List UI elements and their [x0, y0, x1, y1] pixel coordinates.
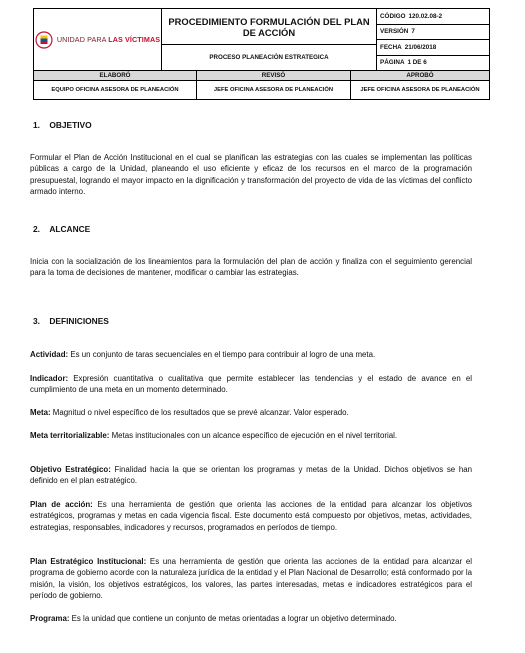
page-label: PÁGINA — [380, 59, 405, 67]
definition-term: Actividad: — [30, 350, 69, 359]
code-row — [377, 9, 489, 25]
section-title: OBJETIVO — [49, 120, 92, 130]
version-value: 7 — [411, 28, 415, 36]
code-value: 120.02.08-2 — [408, 12, 443, 20]
definition-term: Objetivo Estratégico: — [30, 465, 111, 474]
elaboro-label: ELABORÓ — [34, 71, 196, 81]
definition-text: Magnitud o nivel específico de los resultados que se prevé alcanzar. Valor esperado. — [50, 408, 349, 417]
section-title: DEFINICIONES — [49, 316, 109, 326]
version-row — [377, 25, 489, 41]
section-number: 3. — [33, 316, 40, 326]
reviso-value: JEFE OFICINA ASESORA DE PLANEACIÓN — [213, 86, 334, 93]
definition-text: Es la unidad que contiene un conjunto de metas orientadas a lograr un objetivo determinado. — [69, 614, 397, 623]
logo-text — [57, 35, 160, 44]
definition-meta — [30, 407, 472, 418]
aprobo-column — [351, 71, 489, 99]
date-row — [377, 40, 489, 56]
document-title: PROCEDIMIENTO FORMULACIÓN DEL PLAN DE ACCIÓN — [162, 9, 376, 45]
section-heading-objetivo — [33, 120, 92, 130]
definition-actividad — [30, 349, 472, 360]
definition-term: Meta: — [30, 408, 51, 417]
definition-meta-territorializable — [30, 430, 472, 441]
unidad-victimas-logo — [35, 31, 160, 49]
definition-term: Plan de acción: — [30, 500, 93, 509]
definition-plan-de-accion — [30, 499, 472, 533]
logo-prefix: UNIDAD PARA — [56, 35, 109, 44]
alcance-paragraph: Inicia con la socialización de los lineamientos para la formulación del plan de acción y finaliza con el seguimiento gerencial para la toma de decisiones de mantener, modificar o cambiar las estrategias. — [30, 257, 472, 278]
elaboro-value: EQUIPO OFICINA ASESORA DE PLANEACIÓN — [51, 86, 179, 93]
section-number: 2. — [33, 224, 40, 234]
definition-text: Es una herramienta de gestión que orienta las acciones de la entidad para alcanzar los objetivos estratégicos, programas y metas en cada vigencia fiscal. Este documento está compuesto por objetivos, metas, actividades, estrategias, responsables, indicadores y recursos, programados en períodos de tiempo. — [30, 500, 472, 532]
process-name: PROCESO PLANEACIÓN ESTRATEGICA — [209, 54, 329, 61]
date-label: FECHA — [380, 43, 402, 51]
definition-plan-estrategico — [30, 556, 472, 602]
reviso-label: REVISÓ — [197, 71, 350, 81]
section-title: ALCANCE — [49, 224, 91, 234]
reviso-column — [197, 71, 351, 99]
logo-cell — [34, 9, 162, 70]
document-metadata — [377, 9, 489, 70]
definition-text: Expresión cuantitativa o cualitativa que permite establecer las tendencias y el estado de avance en el cumplimiento de una meta en un momento determinado. — [30, 374, 472, 395]
coat-of-arms-icon — [35, 31, 53, 49]
document-header-table — [33, 8, 490, 100]
elaboro-column — [34, 71, 197, 99]
definition-text: Metas institucionales con un alcance específico de ejecución en el nivel territorial. — [109, 431, 398, 440]
definition-text: Es una herramienta de gestión que orienta las acciones de la entidad para alcanzar el programa de gobierno acorde con la naturaleza jurídica de la entidad y el Plan Nacional de Desarrollo; está conformado por la misión, la visión, los objetivos estratégicos, los valores, las partes interesadas, metas e indicadores estratégicos para el período de gobierno. — [30, 557, 472, 601]
section-heading-definiciones — [33, 316, 109, 326]
code-label: CÓDIGO — [380, 12, 406, 20]
page-value: 1 DE 6 — [407, 59, 427, 67]
date-value: 21/06/2018 — [404, 43, 437, 51]
definition-text: Es un conjunto de taras secuenciales en el tiempo para contribuir al logro de una meta. — [68, 350, 376, 359]
definition-term: Meta territorializable: — [30, 431, 110, 440]
definition-programa — [30, 613, 472, 624]
definition-objetivo-estrategico — [30, 464, 472, 487]
definition-term: Indicador: — [30, 374, 69, 383]
section-number: 1. — [33, 120, 40, 130]
definition-term: Programa: — [30, 614, 70, 623]
definition-indicador — [30, 373, 472, 396]
objetivo-paragraph: Formular el Plan de Acción Institucional en el cual se planifican las estrategias con las cuales se implementan las políticas públicas a cargo de la Unidad, planeando el uso eficiente y eficaz de los recursos en el marco de la programación presupuestal, logrando el mayor impacto en la dignificación y transformación del proyecto de vida de las víctimas del conflicto armado interno. — [30, 153, 472, 197]
aprobo-label: APROBÓ — [351, 71, 489, 81]
aprobo-value: JEFE OFICINA ASESORA DE PLANEACIÓN — [360, 86, 480, 93]
definition-term: Plan Estratégico Institucional: — [30, 557, 147, 566]
logo-emphasis: LAS VÍCTIMAS — [108, 35, 161, 44]
version-label: VERSIÓN — [380, 28, 409, 36]
section-heading-alcance — [33, 224, 90, 234]
definition-text: Finalidad hacia la que se orientan los programas y metas de la Unidad. Dichos objetivos se han definido en el plan estratégico. — [30, 465, 472, 486]
page-row — [377, 56, 489, 71]
